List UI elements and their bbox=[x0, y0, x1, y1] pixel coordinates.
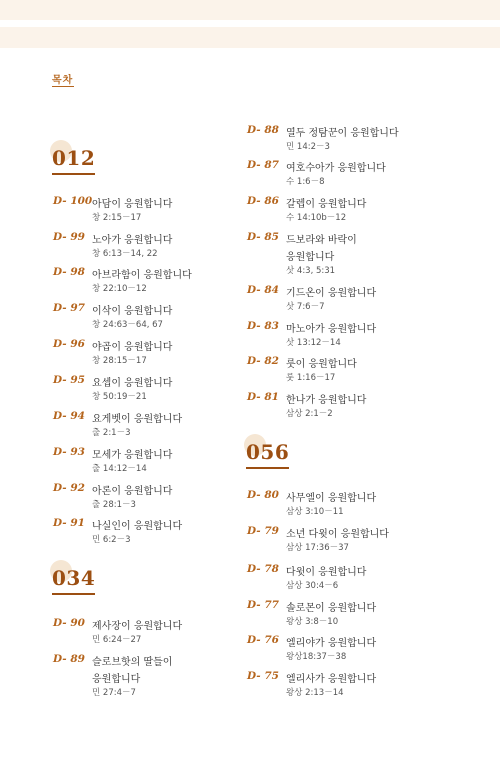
entry-title: 아브라함이 응원합니다 bbox=[92, 270, 192, 281]
entry-scripture-ref: 창 24:63－64, 67 bbox=[92, 320, 163, 330]
header-band-bottom bbox=[0, 27, 500, 48]
entry-day-label: D- 92 bbox=[53, 482, 85, 494]
entry-title-continued: 응원합니다 bbox=[286, 252, 335, 263]
entry-day-label: D- 86 bbox=[247, 195, 279, 207]
entry-title: 룻이 응원합니다 bbox=[286, 359, 357, 370]
entry-day-label: D- 83 bbox=[247, 320, 279, 332]
entry-scripture-ref: 왕상 3:8－10 bbox=[286, 617, 339, 627]
entry-title: 나실인이 응원합니다 bbox=[92, 521, 183, 532]
section-number: 034 bbox=[52, 566, 96, 590]
entry-day-label: D- 91 bbox=[53, 517, 85, 529]
entry-title: 아담이 응원합니다 bbox=[92, 199, 173, 210]
entry-scripture-ref: 창 6:13－14, 22 bbox=[92, 249, 158, 259]
entry-title: 아론이 응원합니다 bbox=[92, 486, 173, 497]
entry-title: 여호수아가 응원합니다 bbox=[286, 163, 386, 174]
entry-scripture-ref: 창 2:15－17 bbox=[92, 213, 142, 223]
entry-title: 슬로브핫의 딸들이 bbox=[92, 657, 173, 668]
entry-day-label: D- 76 bbox=[247, 634, 279, 646]
entry-title: 기드온이 응원합니다 bbox=[286, 288, 377, 299]
entry-day-label: D- 81 bbox=[247, 391, 279, 403]
entry-day-label: D- 78 bbox=[247, 563, 279, 575]
entry-day-label: D- 99 bbox=[53, 231, 85, 243]
entry-day-label: D- 87 bbox=[247, 159, 279, 171]
entry-title: 요게벳이 응원합니다 bbox=[92, 414, 183, 425]
header-band-top bbox=[0, 0, 500, 20]
entry-day-label: D- 84 bbox=[247, 284, 279, 296]
entry-scripture-ref: 출 14:12－14 bbox=[92, 464, 147, 474]
section-number-underline bbox=[246, 467, 289, 469]
entry-title-continued: 응원합니다 bbox=[92, 674, 141, 685]
entry-scripture-ref: 룻 1:16－17 bbox=[286, 373, 336, 383]
entry-scripture-ref: 출 28:1－3 bbox=[92, 500, 136, 510]
entry-scripture-ref: 출 2:1－3 bbox=[92, 428, 131, 438]
entry-day-label: D- 89 bbox=[53, 653, 85, 665]
entry-title: 소년 다윗이 응원합니다 bbox=[286, 529, 389, 540]
entry-scripture-ref: 민 27:4－7 bbox=[92, 688, 136, 698]
entry-day-label: D- 90 bbox=[53, 617, 85, 629]
entry-title: 드보라와 바락이 bbox=[286, 235, 357, 246]
entry-day-label: D- 88 bbox=[247, 124, 279, 136]
entry-day-label: D- 79 bbox=[247, 525, 279, 537]
entry-scripture-ref: 창 28:15－17 bbox=[92, 356, 147, 366]
entry-day-label: D- 75 bbox=[247, 670, 279, 682]
toc-heading-underline bbox=[52, 86, 74, 87]
entry-title: 마노아가 응원합니다 bbox=[286, 324, 377, 335]
entry-scripture-ref: 창 22:10－12 bbox=[92, 284, 147, 294]
entry-day-label: D- 85 bbox=[247, 231, 279, 243]
entry-scripture-ref: 수 1:6－8 bbox=[286, 177, 325, 187]
entry-title: 모세가 응원합니다 bbox=[92, 450, 173, 461]
entry-title: 다윗이 응원합니다 bbox=[286, 567, 367, 578]
entry-day-label: D- 77 bbox=[247, 599, 279, 611]
entry-day-label: D- 93 bbox=[53, 446, 85, 458]
section-number-underline bbox=[52, 593, 95, 595]
entry-day-label: D- 80 bbox=[247, 489, 279, 501]
section-number: 056 bbox=[246, 440, 290, 464]
entry-title: 갈렙이 응원합니다 bbox=[286, 199, 367, 210]
entry-scripture-ref: 삼상 2:1－2 bbox=[286, 409, 333, 419]
entry-scripture-ref: 민 6:2－3 bbox=[92, 535, 131, 545]
entry-scripture-ref: 왕상18:37－38 bbox=[286, 652, 347, 662]
entry-title: 엘리야가 응원합니다 bbox=[286, 638, 377, 649]
entry-scripture-ref: 창 50:19－21 bbox=[92, 392, 147, 402]
entry-scripture-ref: 삼상 17:36－37 bbox=[286, 543, 349, 553]
section-number-underline bbox=[52, 173, 95, 175]
entry-day-label: D- 95 bbox=[53, 374, 85, 386]
entry-day-label: D- 98 bbox=[53, 266, 85, 278]
entry-title: 사무엘이 응원합니다 bbox=[286, 493, 377, 504]
entry-day-label: D- 82 bbox=[247, 355, 279, 367]
entry-scripture-ref: 민 14:2－3 bbox=[286, 142, 330, 152]
entry-scripture-ref: 왕상 2:13－14 bbox=[286, 688, 344, 698]
section-number: 012 bbox=[52, 146, 96, 170]
entry-title: 이삭이 응원합니다 bbox=[92, 306, 173, 317]
entry-title: 노아가 응원합니다 bbox=[92, 235, 173, 246]
entry-title: 열두 정탐꾼이 응원합니다 bbox=[286, 128, 399, 139]
entry-day-label: D- 97 bbox=[53, 302, 85, 314]
entry-day-label: D- 100 bbox=[53, 195, 93, 207]
entry-scripture-ref: 수 14:10b－12 bbox=[286, 213, 347, 223]
entry-scripture-ref: 삿 7:6－7 bbox=[286, 302, 325, 312]
entry-title: 야곱이 응원합니다 bbox=[92, 342, 173, 353]
entry-scripture-ref: 삿 4:3, 5:31 bbox=[286, 266, 336, 276]
entry-scripture-ref: 민 6:24－27 bbox=[92, 635, 142, 645]
entry-scripture-ref: 삼상 30:4－6 bbox=[286, 581, 339, 591]
entry-title: 솔로몬이 응원합니다 bbox=[286, 603, 377, 614]
entry-title: 한나가 응원합니다 bbox=[286, 395, 367, 406]
entry-title: 요셉이 응원합니다 bbox=[92, 378, 173, 389]
entry-title: 엘리사가 응원합니다 bbox=[286, 674, 377, 685]
toc-heading: 목차 bbox=[52, 75, 74, 86]
entry-scripture-ref: 삿 13:12－14 bbox=[286, 338, 341, 348]
entry-day-label: D- 96 bbox=[53, 338, 85, 350]
entry-day-label: D- 94 bbox=[53, 410, 85, 422]
entry-title: 제사장이 응원합니다 bbox=[92, 621, 183, 632]
entry-scripture-ref: 삼상 3:10－11 bbox=[286, 507, 344, 517]
